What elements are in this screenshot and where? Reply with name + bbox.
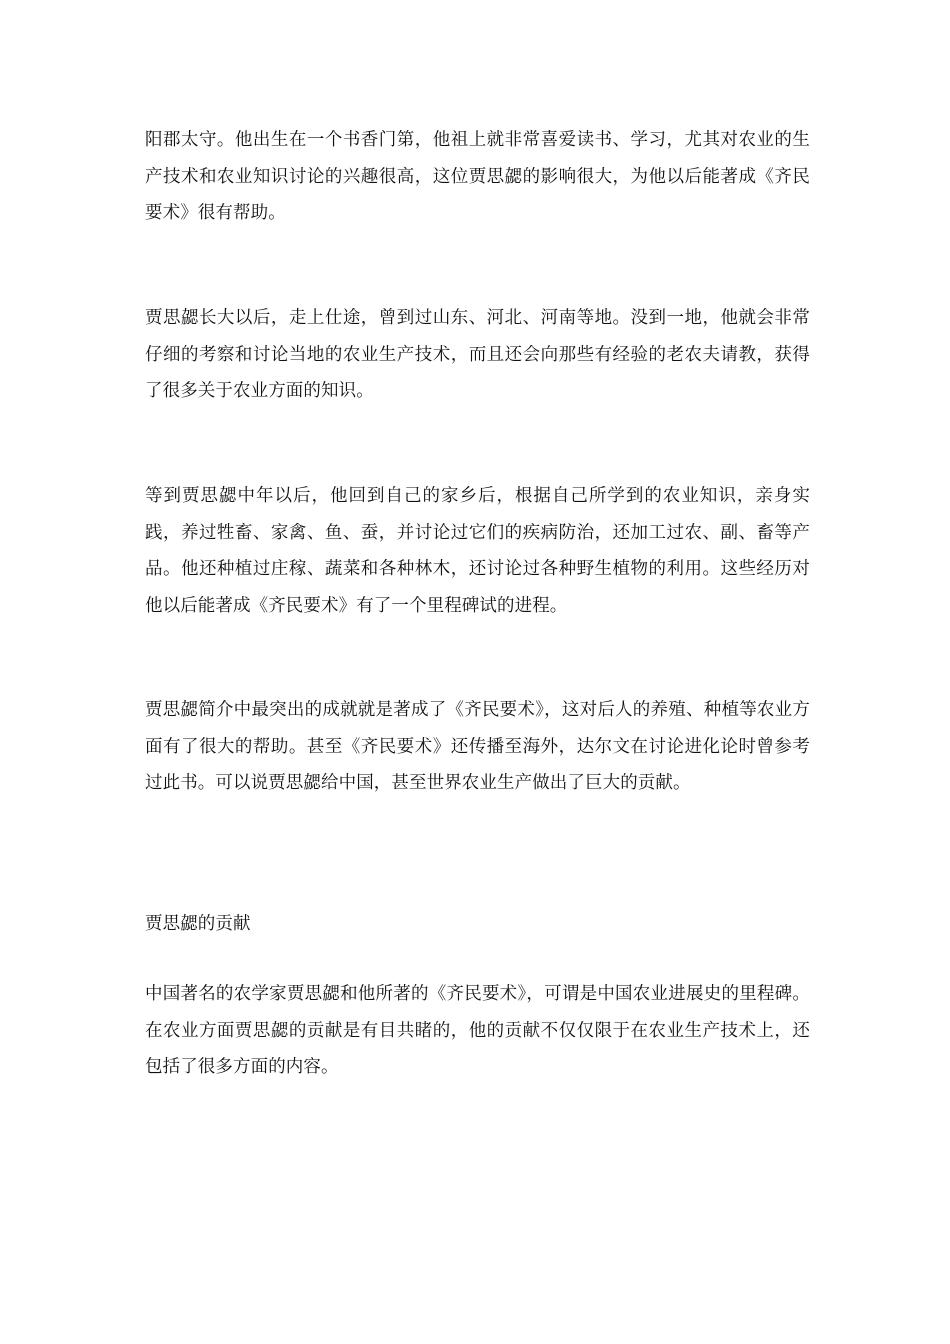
paragraph-3: 等到贾思勰中年以后，他回到自己的家乡后，根据自己所学到的农业知识，亲身实践，养过牲畜、家禽、鱼、蚕，并讨论过它们的疾病防治，还加工过农、副、畜等产品。他还种植过庄稼、蔬菜和各种林木，还讨论过各种野生植物的利用。这些经历对他以后能著成《齐民要术》有了一个里程碑试的进程。 xyxy=(145,486,810,616)
paragraph-5: 中国著名的农学家贾思勰和他所著的《齐民要术》，可谓是中国农业进展史的里程碑。在农业方面贾思勰的贡献是有目共睹的，他的贡献不仅仅限于在农业生产技术上，还包括了很多方面的内容。 xyxy=(145,984,810,1077)
paragraph-2: 贾思勰长大以后，走上仕途，曾到过山东、河北、河南等地。没到一地，他就会非常仔细的考察和讨论当地的农业生产技术，而且还会向那些有经验的老农夫请教，获得了很多关于农业方面的知识。 xyxy=(145,308,810,401)
section-heading: 贾思勰的贡献 xyxy=(145,914,251,934)
paragraph-4: 贾思勰简介中最突出的成就就是著成了《齐民要术》，这对后人的养殖、种植等农业方面有了很大的帮助。甚至《齐民要术》还传播至海外，达尔文在讨论进化论时曾参考过此书。可以说贾思勰给中国，甚至世界农业生产做出了巨大的贡献。 xyxy=(145,700,810,793)
paragraph-1: 阳郡太守。他出生在一个书香门第，他祖上就非常喜爱读书、学习，尤其对农业的生产技术和农业知识讨论的兴趣很高，这位贾思勰的影响很大，为他以后能著成《齐民要术》很有帮助。 xyxy=(145,130,810,223)
